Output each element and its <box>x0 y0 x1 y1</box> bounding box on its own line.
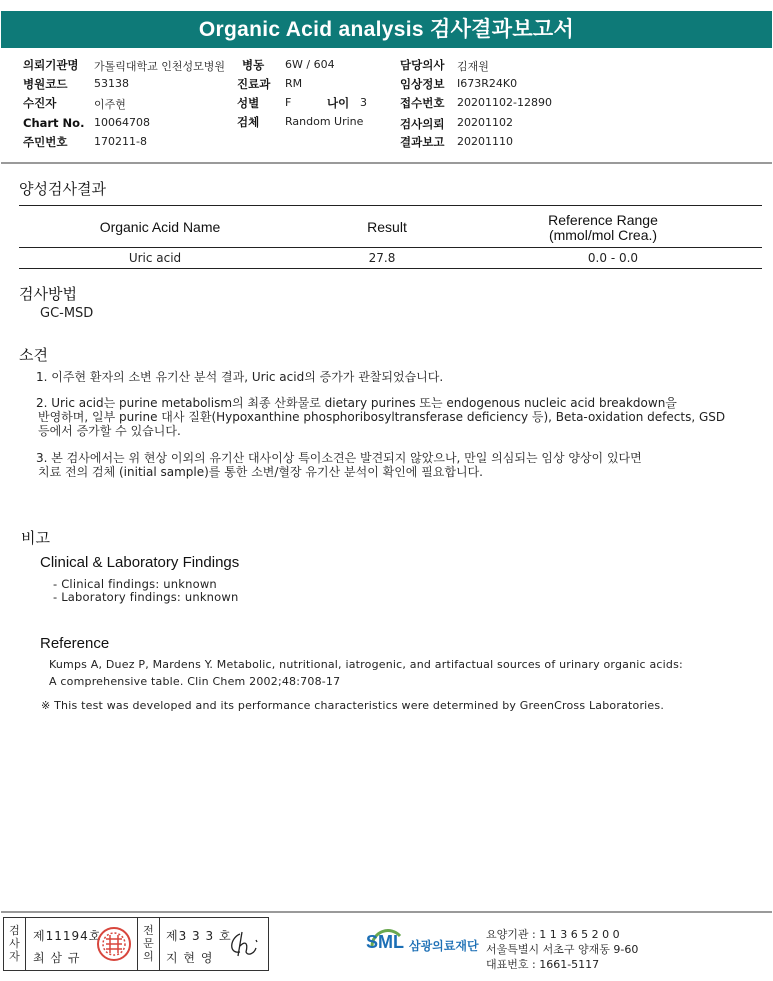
logo-text: SML <box>366 932 404 952</box>
department-value: RM <box>285 77 303 90</box>
hospital-code-value: 53138 <box>94 77 129 90</box>
age-label: 나이 <box>327 96 350 110</box>
info-divider <box>1 162 772 164</box>
ward-label: 병동 <box>242 58 265 72</box>
patient-label: 수진자 <box>23 96 57 110</box>
specialist-cell <box>160 918 269 970</box>
request-date-label: 검사의뢰 <box>400 117 445 131</box>
hospital-code-label: 병원코드 <box>23 77 68 91</box>
org-name: 삼광의료재단 <box>409 939 479 953</box>
inspector-label: 검 사 자 <box>9 924 20 963</box>
specimen-label: 검체 <box>237 115 260 129</box>
report-date-label: 결과보고 <box>400 135 445 149</box>
table-header-rule <box>19 247 762 248</box>
method-heading: 검사방법 <box>19 285 77 303</box>
laboratory-findings-line: - Laboratory findings: unknown <box>53 590 239 604</box>
sex-label: 성별 <box>237 96 260 110</box>
department-label: 진료과 <box>237 77 271 91</box>
reference-line-1: Kumps A, Duez P, Mardens Y. Metabolic, nutritional, iatrogenic, and artifactual sources of urinary organic acids: <box>49 658 683 671</box>
findings-heading: 소견 <box>19 346 48 364</box>
table-top-rule <box>19 205 762 206</box>
org-code: 요양기관 : 1 1 3 6 5 2 0 0 <box>486 928 620 941</box>
inspector-cell <box>26 918 138 970</box>
positive-results-heading: 양성검사결과 <box>19 180 106 198</box>
reference-line-2: A comprehensive table. Clin Chem 2002;48:708-17 <box>49 675 341 688</box>
signature-box <box>3 917 269 971</box>
resident-no-label: 주민번호 <box>23 135 68 149</box>
clinical-findings-line: - Clinical findings: unknown <box>53 577 217 591</box>
resident-no-value: 170211-8 <box>94 135 147 148</box>
row-result: 27.8 <box>368 251 396 265</box>
finding-3-line2: 치료 전의 검체 (initial sample)를 통한 소변/혈장 유기산 분석이 확인에 필요합니다. <box>38 465 483 479</box>
specimen-value: Random Urine <box>285 115 364 128</box>
report-title: Organic Acid analysis 검사결과보고서 <box>1 11 772 48</box>
col-reference-range: Reference Range <box>548 212 658 228</box>
specialist-label: 전 문 의 <box>143 924 154 963</box>
col-reference-unit: (mmol/mol Crea.) <box>548 227 658 243</box>
handwritten-signature <box>226 928 264 960</box>
receipt-no-label: 접수번호 <box>400 96 445 110</box>
row-range: 0.0 - 0.0 <box>587 251 639 265</box>
disclaimer: ※ This test was developed and its performance characteristics were determined by GreenCross Laboratories. <box>41 699 665 712</box>
finding-2-line2: 반영하며, 일부 purine 대사 질환(Hypoxanthine phosphoribosyltransferase deficiency 등), Beta-oxidation defects, GSD <box>38 410 726 424</box>
col-result: Result <box>367 219 407 235</box>
method-value: GC-MSD <box>40 306 94 321</box>
sex-value: F <box>285 96 292 109</box>
doctor-value: 김재원 <box>457 60 489 73</box>
red-seal-stamp <box>96 926 132 962</box>
receipt-no-value: 20201102-12890 <box>457 96 552 109</box>
finding-2-line1: 2. Uric acid는 purine metabolism의 최종 산화물로 dietary purines 또는 endogenous nucleic acid breakdown을 <box>36 396 677 410</box>
inspector-license: 제11194호 <box>33 929 102 943</box>
finding-2-line3: 등에서 증가할 수 있습니다. <box>38 424 181 438</box>
chart-no-value: 10064708 <box>94 116 150 129</box>
finding-3-line1: 3. 본 검사에서는 위 현상 이외의 유기산 대사이상 특이소견은 발견되지 않았으나, 만일 의심되는 임상 양상이 있다면 <box>36 451 642 465</box>
finding-1: 1. 이주현 환자의 소변 유기산 분석 결과, Uric acid의 증가가 관찰되었습니다. <box>36 370 444 384</box>
table-bottom-rule <box>19 268 762 269</box>
footer-divider <box>1 911 772 913</box>
patient-value: 이주현 <box>94 98 126 111</box>
clinical-info-label: 임상정보 <box>400 77 445 91</box>
institution-value: 가톨릭대학교 인천성모병원 <box>94 60 226 73</box>
ward-value: 6W / 604 <box>285 58 335 71</box>
remarks-heading: 비고 <box>21 529 50 547</box>
specialist-name: 지 현 영 <box>166 951 214 965</box>
org-address: 서울특별시 서초구 양재동 9-60 <box>486 943 639 956</box>
inspector-name: 최 삼 규 <box>33 951 81 965</box>
specialist-label-cell <box>138 918 160 970</box>
doctor-label: 담당의사 <box>400 58 445 72</box>
report-date-value: 20201110 <box>457 135 513 148</box>
clinical-findings-heading: Clinical & Laboratory Findings <box>40 554 240 571</box>
institution-label: 의뢰기관명 <box>23 58 79 72</box>
inspector-label-cell <box>4 918 26 970</box>
chart-no-label: Chart No. <box>23 116 85 130</box>
request-date-value: 20201102 <box>457 116 513 129</box>
col-organic-acid-name: Organic Acid Name <box>99 219 221 235</box>
specialist-license: 제3 3 3 호 <box>166 929 232 943</box>
row-acid-name: Uric acid <box>128 251 182 265</box>
clinical-info-value: I673R24K0 <box>457 77 518 90</box>
age-value: 3 <box>360 96 367 109</box>
reference-heading: Reference <box>40 635 110 652</box>
org-phone: 대표번호 : 1661-5117 <box>486 958 600 971</box>
